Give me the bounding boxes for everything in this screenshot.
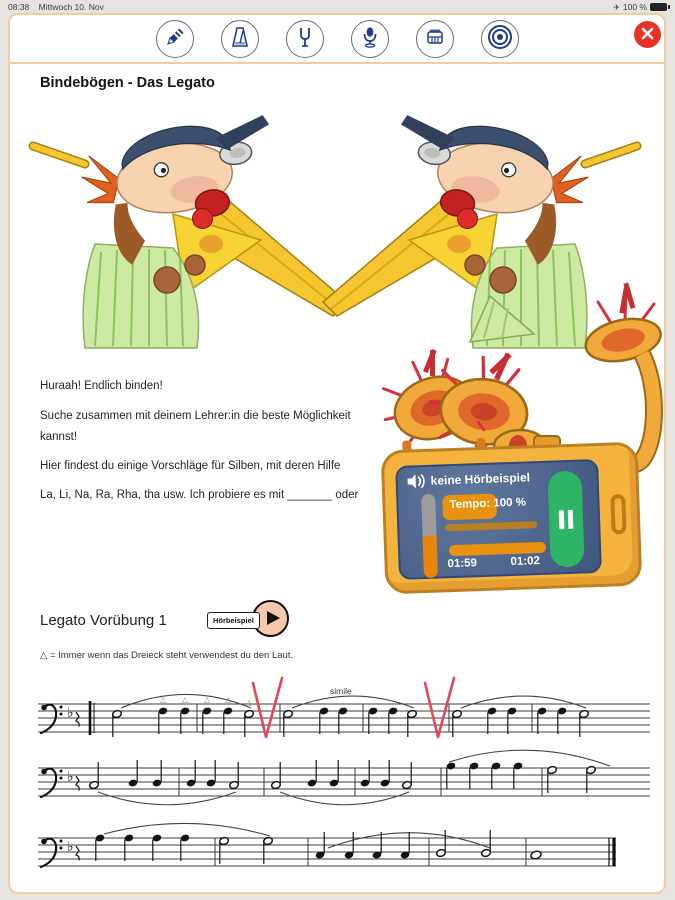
text-line: Hier findest du einige Vorschläge für Silben, mit deren Hilfe — [40, 460, 341, 472]
svg-text:△: △ — [160, 695, 166, 704]
pause-button[interactable] — [547, 471, 584, 568]
speaker-icon — [406, 473, 427, 495]
time-elapsed: 01:59 — [447, 557, 478, 571]
listen-example-label: Hörbeispiel — [207, 612, 260, 629]
triangle-legend: △ = Immer wenn das Dreieck steht verwendest du den Laut. — [40, 650, 294, 661]
pencil-icon — [163, 25, 187, 52]
microphone-tool-button[interactable] — [351, 20, 389, 58]
pencil-tool-button[interactable] — [156, 20, 194, 58]
media-player — [381, 442, 643, 595]
volume-slider[interactable] — [421, 494, 438, 578]
piano-icon — [423, 25, 447, 52]
svg-text:♭: ♭ — [67, 768, 74, 784]
svg-text:△: △ — [225, 695, 231, 704]
piano-tool-button[interactable] — [416, 20, 454, 58]
text-line: Huraah! Endlich binden! — [40, 380, 163, 392]
battery-percent: 100 % — [622, 2, 647, 12]
svg-text:♭: ♭ — [67, 704, 74, 720]
close-button[interactable] — [634, 21, 661, 48]
track-label: keine Hörbeispiel — [430, 470, 531, 488]
target-icon — [487, 24, 513, 53]
svg-text:△: △ — [246, 698, 252, 707]
pause-icon — [559, 510, 565, 529]
metronome-tool-button[interactable] — [221, 20, 259, 58]
device-handle — [610, 494, 626, 534]
status-date: Mittwoch 10. Nov — [38, 2, 104, 12]
tempo-label: Tempo: 100 % — [449, 496, 527, 512]
stave — [38, 822, 658, 900]
text-line: La, Li, Na, Ra, Rha, tha usw. Ich probiere es mit _______ oder — [40, 489, 359, 501]
target-tool-button[interactable] — [481, 20, 519, 58]
airplane-icon: ✈ — [613, 2, 620, 12]
progress-bar[interactable] — [449, 542, 546, 556]
close-icon — [641, 27, 654, 43]
metronome-icon — [228, 25, 252, 52]
time-remaining: 01:02 — [510, 555, 541, 569]
page-title: Bindebögen - Das Legato — [40, 75, 215, 91]
status-time: 08:38 — [8, 2, 30, 12]
tuning-fork-tool-button[interactable] — [286, 20, 324, 58]
svg-text:△: △ — [182, 695, 188, 704]
exercise-heading: Legato Vorübung 1 — [40, 612, 167, 629]
toolbar — [10, 15, 664, 64]
svg-text:♭: ♭ — [67, 838, 74, 854]
microphone-icon — [358, 25, 382, 52]
player-screen — [395, 459, 602, 580]
text-line: Suche zusammen mit deinem Lehrer:in die beste Möglichkeit — [40, 410, 351, 422]
tempo-track[interactable] — [445, 521, 537, 531]
tuning-fork-icon — [293, 25, 317, 52]
text-line: kannst! — [40, 431, 78, 443]
svg-text:simile: simile — [330, 686, 352, 696]
svg-text:△: △ — [204, 695, 210, 704]
